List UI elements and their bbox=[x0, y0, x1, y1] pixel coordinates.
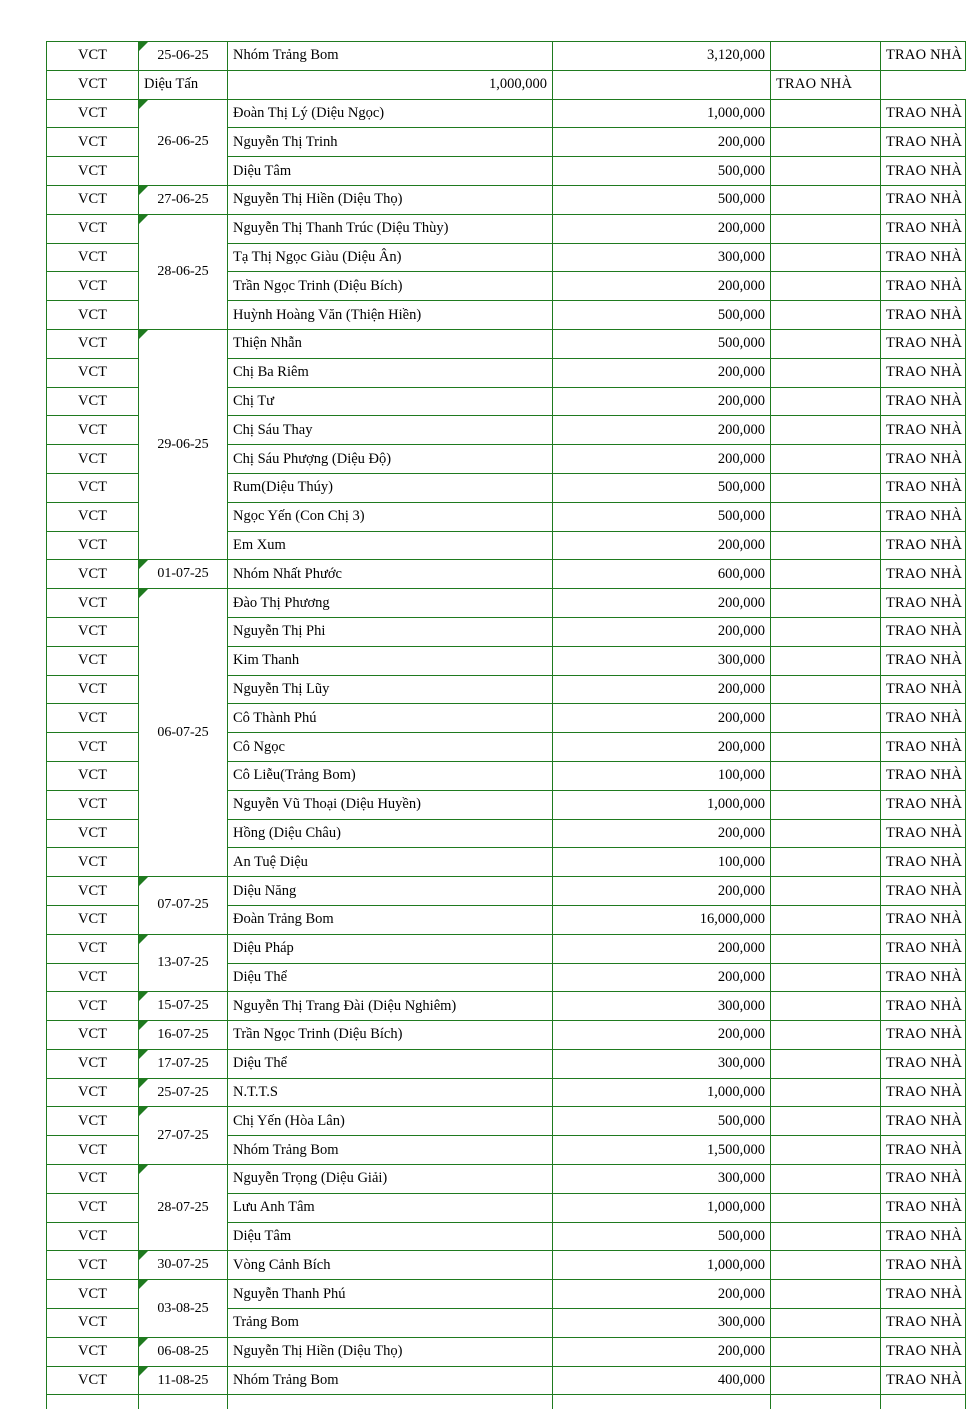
cell-donor-name[interactable]: Diệu Tâm bbox=[228, 157, 553, 186]
cell-code[interactable]: VCT bbox=[47, 963, 139, 992]
cell-date[interactable]: 25-07-25 bbox=[139, 1078, 228, 1107]
cell-status[interactable]: TRAO NHÀ bbox=[881, 560, 966, 589]
cell-code[interactable]: VCT bbox=[47, 761, 139, 790]
cell-donor-name[interactable]: Nguyễn Thị Trinh bbox=[228, 128, 553, 157]
cell-code[interactable]: VCT bbox=[47, 1107, 139, 1136]
cell-amount[interactable]: 500,000 bbox=[553, 1222, 771, 1251]
cell-extra[interactable] bbox=[771, 1136, 881, 1165]
cell-amount[interactable]: 200,000 bbox=[553, 272, 771, 301]
cell-donor-name[interactable]: Nhóm Trảng Bom bbox=[228, 1366, 553, 1395]
cell-amount[interactable]: 1,000,000 bbox=[553, 1251, 771, 1280]
cell-donor-name[interactable]: N.T.T.S bbox=[228, 1078, 553, 1107]
cell-status[interactable]: TRAO NHÀ bbox=[881, 790, 966, 819]
cell-amount[interactable]: 3,120,000 bbox=[553, 42, 771, 71]
cell-status[interactable]: TRAO NHÀ bbox=[881, 1280, 966, 1309]
cell-code[interactable]: VCT bbox=[47, 848, 139, 877]
cell-donor-name[interactable]: Diệu Thể bbox=[228, 963, 553, 992]
cell-status[interactable]: TRAO NHÀ bbox=[881, 617, 966, 646]
cell-code[interactable]: VCT bbox=[47, 70, 139, 99]
cell-amount[interactable]: 200,000 bbox=[553, 387, 771, 416]
cell-amount[interactable]: 500,000 bbox=[553, 502, 771, 531]
cell-date[interactable]: 13-07-25 bbox=[139, 934, 228, 992]
cell-date[interactable]: 29-06-25 bbox=[139, 329, 228, 559]
cell-extra[interactable] bbox=[771, 1366, 881, 1395]
cell-extra[interactable] bbox=[771, 42, 881, 71]
cell-code[interactable]: VCT bbox=[47, 272, 139, 301]
cell-amount[interactable]: 300,000 bbox=[553, 992, 771, 1021]
cell-status[interactable]: TRAO NHÀ bbox=[881, 819, 966, 848]
cell-code[interactable]: VCT bbox=[47, 157, 139, 186]
cell-status[interactable]: TRAO NHÀ bbox=[881, 1309, 966, 1338]
cell-extra[interactable] bbox=[771, 1251, 881, 1280]
cell-status[interactable]: TRAO NHÀ bbox=[881, 963, 966, 992]
cell-amount[interactable]: 100,000 bbox=[553, 761, 771, 790]
cell-amount[interactable]: 200,000 bbox=[553, 531, 771, 560]
cell-status[interactable]: TRAO NHÀ bbox=[881, 243, 966, 272]
cell-amount[interactable]: 300,000 bbox=[553, 1049, 771, 1078]
cell-date[interactable]: 06-08-25 bbox=[139, 1337, 228, 1366]
cell-donor-name[interactable]: Rum(Diệu Thúy) bbox=[228, 473, 553, 502]
cell-code[interactable]: VCT bbox=[47, 617, 139, 646]
cell-extra[interactable] bbox=[771, 1280, 881, 1309]
cell-donor-name[interactable]: Đoàn Trảng Bom bbox=[228, 905, 553, 934]
cell-date[interactable]: 25-06-25 bbox=[139, 42, 228, 71]
cell-status[interactable]: TRAO NHÀ bbox=[881, 646, 966, 675]
cell-donor-name[interactable]: Nguyễn Thị Phi bbox=[228, 617, 553, 646]
cell-extra[interactable] bbox=[771, 387, 881, 416]
cell-status[interactable]: TRAO NHÀ bbox=[881, 416, 966, 445]
cell-code[interactable]: VCT bbox=[47, 1280, 139, 1309]
cell-code[interactable]: VCT bbox=[47, 1222, 139, 1251]
cell-empty[interactable] bbox=[47, 1395, 139, 1409]
cell-extra[interactable] bbox=[771, 301, 881, 330]
cell-donor-name[interactable]: Chị Ba Riêm bbox=[228, 358, 553, 387]
cell-status[interactable]: TRAO NHÀ bbox=[881, 1337, 966, 1366]
cell-extra[interactable] bbox=[553, 70, 771, 99]
cell-donor-name[interactable]: Cô Ngọc bbox=[228, 733, 553, 762]
cell-extra[interactable] bbox=[771, 1078, 881, 1107]
cell-code[interactable]: VCT bbox=[47, 790, 139, 819]
cell-amount[interactable]: 300,000 bbox=[553, 243, 771, 272]
cell-amount[interactable]: 500,000 bbox=[553, 329, 771, 358]
cell-code[interactable]: VCT bbox=[47, 1337, 139, 1366]
cell-date[interactable]: 30-07-25 bbox=[139, 1251, 228, 1280]
cell-extra[interactable] bbox=[771, 416, 881, 445]
cell-empty[interactable] bbox=[228, 1395, 553, 1409]
cell-donor-name[interactable]: Nguyễn Thị Hiền (Diệu Thọ) bbox=[228, 185, 553, 214]
table-row bbox=[47, 560, 966, 589]
cell-amount[interactable]: 200,000 bbox=[553, 704, 771, 733]
cell-extra[interactable] bbox=[771, 877, 881, 906]
cell-code[interactable]: VCT bbox=[47, 877, 139, 906]
table-body bbox=[47, 42, 966, 1409]
cell-code[interactable]: VCT bbox=[47, 675, 139, 704]
table-row bbox=[47, 589, 966, 618]
cell-extra[interactable] bbox=[771, 963, 881, 992]
cell-amount[interactable]: 1,000,000 bbox=[553, 790, 771, 819]
table-row bbox=[47, 1078, 966, 1107]
cell-date[interactable]: 15-07-25 bbox=[139, 992, 228, 1021]
cell-code[interactable]: VCT bbox=[47, 992, 139, 1021]
cell-amount[interactable]: 200,000 bbox=[553, 589, 771, 618]
cell-donor-name[interactable]: Diệu Thể bbox=[228, 1049, 553, 1078]
cell-amount[interactable]: 500,000 bbox=[553, 301, 771, 330]
cell-code[interactable]: VCT bbox=[47, 214, 139, 243]
cell-code[interactable]: VCT bbox=[47, 445, 139, 474]
table-row bbox=[47, 214, 966, 243]
cell-donor-name[interactable]: Cô Thành Phú bbox=[228, 704, 553, 733]
cell-amount[interactable]: 300,000 bbox=[553, 1165, 771, 1194]
cell-donor-name[interactable]: Nguyễn Thị Hiền (Diệu Thọ) bbox=[228, 1337, 553, 1366]
cell-status[interactable]: TRAO NHÀ bbox=[881, 992, 966, 1021]
cell-donor-name[interactable]: Nguyễn Thị Lũy bbox=[228, 675, 553, 704]
cell-code[interactable]: VCT bbox=[47, 560, 139, 589]
cell-date[interactable]: 27-07-25 bbox=[139, 1107, 228, 1165]
cell-amount[interactable]: 16,000,000 bbox=[553, 905, 771, 934]
cell-amount[interactable]: 600,000 bbox=[553, 560, 771, 589]
cell-status[interactable]: TRAO NHÀ bbox=[881, 358, 966, 387]
cell-status[interactable]: TRAO NHÀ bbox=[881, 531, 966, 560]
cell-status[interactable]: TRAO NHÀ bbox=[881, 329, 966, 358]
cell-amount[interactable]: 200,000 bbox=[553, 617, 771, 646]
cell-code[interactable]: VCT bbox=[47, 416, 139, 445]
cell-code[interactable]: VCT bbox=[47, 358, 139, 387]
table-row bbox=[47, 1337, 966, 1366]
cell-amount[interactable]: 1,500,000 bbox=[553, 1136, 771, 1165]
cell-status[interactable]: TRAO NHÀ bbox=[881, 42, 966, 71]
cell-status[interactable]: TRAO NHÀ bbox=[881, 704, 966, 733]
table-row bbox=[47, 877, 966, 906]
cell-status[interactable]: TRAO NHÀ bbox=[771, 70, 881, 99]
cell-amount[interactable]: 200,000 bbox=[553, 416, 771, 445]
cell-extra[interactable] bbox=[771, 761, 881, 790]
cell-extra[interactable] bbox=[771, 272, 881, 301]
cell-donor-name[interactable]: Trảng Bom bbox=[228, 1309, 553, 1338]
cell-date[interactable]: 01-07-25 bbox=[139, 560, 228, 589]
cell-amount[interactable]: 1,000,000 bbox=[553, 99, 771, 128]
cell-empty[interactable] bbox=[139, 1395, 228, 1409]
cell-donor-name[interactable]: Nguyễn Vũ Thoại (Diệu Huyền) bbox=[228, 790, 553, 819]
table-row bbox=[47, 1251, 966, 1280]
cell-amount[interactable]: 500,000 bbox=[553, 473, 771, 502]
cell-status[interactable]: TRAO NHÀ bbox=[881, 502, 966, 531]
cell-date[interactable]: 11-08-25 bbox=[139, 1366, 228, 1395]
cell-extra[interactable] bbox=[771, 1049, 881, 1078]
cell-status[interactable]: TRAO NHÀ bbox=[881, 1165, 966, 1194]
cell-amount[interactable]: 100,000 bbox=[553, 848, 771, 877]
table-row-partial bbox=[47, 1395, 966, 1409]
cell-code[interactable]: VCT bbox=[47, 1366, 139, 1395]
cell-code[interactable]: VCT bbox=[47, 128, 139, 157]
cell-extra[interactable] bbox=[771, 445, 881, 474]
cell-extra[interactable] bbox=[771, 992, 881, 1021]
cell-donor-name[interactable]: Nguyễn Trọng (Diệu Giải) bbox=[228, 1165, 553, 1194]
cell-status[interactable]: TRAO NHÀ bbox=[881, 1251, 966, 1280]
cell-status[interactable]: TRAO NHÀ bbox=[881, 387, 966, 416]
cell-code[interactable]: VCT bbox=[47, 589, 139, 618]
table-row bbox=[47, 99, 966, 128]
cell-extra[interactable] bbox=[771, 617, 881, 646]
cell-extra[interactable] bbox=[771, 214, 881, 243]
cell-extra[interactable] bbox=[771, 848, 881, 877]
cell-extra[interactable] bbox=[771, 243, 881, 272]
cell-date[interactable]: 28-06-25 bbox=[139, 214, 228, 329]
cell-extra[interactable] bbox=[771, 905, 881, 934]
cell-code[interactable]: VCT bbox=[47, 473, 139, 502]
cell-status[interactable]: TRAO NHÀ bbox=[881, 272, 966, 301]
cell-code[interactable]: VCT bbox=[47, 502, 139, 531]
cell-code[interactable]: VCT bbox=[47, 99, 139, 128]
cell-extra[interactable] bbox=[771, 157, 881, 186]
cell-donor-name[interactable]: Huỳnh Hoàng Văn (Thiện Hiền) bbox=[228, 301, 553, 330]
table-row bbox=[47, 185, 966, 214]
cell-donor-name[interactable]: Vòng Cảnh Bích bbox=[228, 1251, 553, 1280]
cell-empty[interactable] bbox=[553, 1395, 771, 1409]
table-row bbox=[47, 1366, 966, 1395]
cell-code[interactable]: VCT bbox=[47, 704, 139, 733]
cell-date[interactable]: 16-07-25 bbox=[139, 1021, 228, 1050]
cell-extra[interactable] bbox=[771, 1309, 881, 1338]
cell-amount[interactable]: 200,000 bbox=[553, 675, 771, 704]
cell-extra[interactable] bbox=[771, 790, 881, 819]
cell-status[interactable]: TRAO NHÀ bbox=[881, 445, 966, 474]
cell-extra[interactable] bbox=[771, 99, 881, 128]
cell-amount[interactable]: 200,000 bbox=[553, 1337, 771, 1366]
cell-amount[interactable]: 200,000 bbox=[553, 1021, 771, 1050]
cell-date[interactable]: 06-07-25 bbox=[139, 589, 228, 877]
cell-status[interactable]: TRAO NHÀ bbox=[881, 733, 966, 762]
table-row bbox=[47, 329, 966, 358]
cell-status[interactable]: TRAO NHÀ bbox=[881, 214, 966, 243]
cell-extra[interactable] bbox=[771, 1165, 881, 1194]
cell-amount[interactable]: 200,000 bbox=[553, 214, 771, 243]
cell-extra[interactable] bbox=[771, 1337, 881, 1366]
cell-donor-name[interactable]: Diệu Tâm bbox=[228, 1222, 553, 1251]
cell-status[interactable]: TRAO NHÀ bbox=[881, 473, 966, 502]
cell-code[interactable]: VCT bbox=[47, 934, 139, 963]
cell-status[interactable]: TRAO NHÀ bbox=[881, 848, 966, 877]
cell-extra[interactable] bbox=[771, 531, 881, 560]
cell-donor-name[interactable]: Nhóm Trảng Bom bbox=[228, 1136, 553, 1165]
cell-amount[interactable]: 300,000 bbox=[553, 646, 771, 675]
cell-date[interactable]: 27-06-25 bbox=[139, 185, 228, 214]
cell-status[interactable]: TRAO NHÀ bbox=[881, 1136, 966, 1165]
cell-extra[interactable] bbox=[771, 502, 881, 531]
table-row bbox=[47, 1021, 966, 1050]
cell-date[interactable]: 03-08-25 bbox=[139, 1280, 228, 1338]
cell-code[interactable]: VCT bbox=[47, 1193, 139, 1222]
cell-amount[interactable]: 1,000,000 bbox=[228, 70, 553, 99]
cell-donor-name[interactable]: Hồng (Diệu Châu) bbox=[228, 819, 553, 848]
table-row bbox=[47, 70, 966, 99]
cell-amount[interactable]: 200,000 bbox=[553, 819, 771, 848]
cell-donor-name[interactable]: Diệu Tấn bbox=[139, 70, 228, 99]
cell-extra[interactable] bbox=[771, 589, 881, 618]
cell-extra[interactable] bbox=[771, 1107, 881, 1136]
cell-extra[interactable] bbox=[771, 473, 881, 502]
cell-amount[interactable]: 500,000 bbox=[553, 185, 771, 214]
table-row bbox=[47, 1165, 966, 1194]
cell-date[interactable]: 26-06-25 bbox=[139, 99, 228, 185]
cell-empty[interactable] bbox=[771, 1395, 881, 1409]
cell-code[interactable]: VCT bbox=[47, 819, 139, 848]
cell-donor-name[interactable]: Đào Thị Phương bbox=[228, 589, 553, 618]
cell-status[interactable]: TRAO NHÀ bbox=[881, 1107, 966, 1136]
cell-status[interactable]: TRAO NHÀ bbox=[881, 301, 966, 330]
cell-donor-name[interactable]: Nguyễn Thanh Phú bbox=[228, 1280, 553, 1309]
cell-extra[interactable] bbox=[771, 675, 881, 704]
cell-amount[interactable]: 200,000 bbox=[553, 877, 771, 906]
cell-donor-name[interactable]: Nguyễn Thị Trang Đài (Diệu Nghiêm) bbox=[228, 992, 553, 1021]
table-row bbox=[47, 934, 966, 963]
cell-amount[interactable]: 300,000 bbox=[553, 1309, 771, 1338]
cell-extra[interactable] bbox=[771, 819, 881, 848]
cell-code[interactable]: VCT bbox=[47, 185, 139, 214]
cell-extra[interactable] bbox=[771, 560, 881, 589]
cell-status[interactable]: TRAO NHÀ bbox=[881, 1078, 966, 1107]
cell-status[interactable]: TRAO NHÀ bbox=[881, 1222, 966, 1251]
cell-donor-name[interactable]: Chị Sáu Thay bbox=[228, 416, 553, 445]
cell-amount[interactable]: 200,000 bbox=[553, 358, 771, 387]
table-row bbox=[47, 1107, 966, 1136]
cell-donor-name[interactable]: Tạ Thị Ngọc Giàu (Diệu Ân) bbox=[228, 243, 553, 272]
cell-code[interactable]: VCT bbox=[47, 1136, 139, 1165]
cell-status[interactable]: TRAO NHÀ bbox=[881, 1021, 966, 1050]
cell-status[interactable]: TRAO NHÀ bbox=[881, 1366, 966, 1395]
cell-donor-name[interactable]: Kim Thanh bbox=[228, 646, 553, 675]
cell-date[interactable]: 07-07-25 bbox=[139, 877, 228, 935]
cell-status[interactable]: TRAO NHÀ bbox=[881, 905, 966, 934]
cell-code[interactable]: VCT bbox=[47, 243, 139, 272]
cell-donor-name[interactable]: Nhóm Nhất Phước bbox=[228, 560, 553, 589]
cell-code[interactable]: VCT bbox=[47, 531, 139, 560]
cell-extra[interactable] bbox=[771, 1021, 881, 1050]
cell-empty[interactable] bbox=[881, 1395, 966, 1409]
cell-amount[interactable]: 400,000 bbox=[553, 1366, 771, 1395]
cell-status[interactable]: TRAO NHÀ bbox=[881, 128, 966, 157]
cell-code[interactable]: VCT bbox=[47, 1021, 139, 1050]
cell-status[interactable]: TRAO NHÀ bbox=[881, 185, 966, 214]
cell-donor-name[interactable]: Trần Ngọc Trinh (Diệu Bích) bbox=[228, 1021, 553, 1050]
cell-code[interactable]: VCT bbox=[47, 1078, 139, 1107]
cell-donor-name[interactable]: Đoàn Thị Lý (Diệu Ngọc) bbox=[228, 99, 553, 128]
cell-status[interactable]: TRAO NHÀ bbox=[881, 589, 966, 618]
table-row bbox=[47, 992, 966, 1021]
cell-status[interactable]: TRAO NHÀ bbox=[881, 99, 966, 128]
cell-status[interactable]: TRAO NHÀ bbox=[881, 1193, 966, 1222]
cell-donor-name[interactable]: An Tuệ Diệu bbox=[228, 848, 553, 877]
cell-amount[interactable]: 200,000 bbox=[553, 963, 771, 992]
cell-date[interactable]: 17-07-25 bbox=[139, 1049, 228, 1078]
table-row bbox=[47, 1280, 966, 1309]
cell-code[interactable]: VCT bbox=[47, 1251, 139, 1280]
cell-extra[interactable] bbox=[771, 1222, 881, 1251]
cell-donor-name[interactable]: Lưu Anh Tâm bbox=[228, 1193, 553, 1222]
cell-status[interactable]: TRAO NHÀ bbox=[881, 934, 966, 963]
cell-code[interactable]: VCT bbox=[47, 1165, 139, 1194]
cell-donor-name[interactable]: Chị Sáu Phượng (Diệu Độ) bbox=[228, 445, 553, 474]
cell-amount[interactable]: 1,000,000 bbox=[553, 1078, 771, 1107]
cell-donor-name[interactable]: Chị Yến (Hòa Lân) bbox=[228, 1107, 553, 1136]
table-row bbox=[47, 42, 966, 71]
cell-amount[interactable]: 200,000 bbox=[553, 128, 771, 157]
cell-donor-name[interactable]: Em Xum bbox=[228, 531, 553, 560]
cell-donor-name[interactable]: Ngọc Yến (Con Chị 3) bbox=[228, 502, 553, 531]
cell-extra[interactable] bbox=[771, 1193, 881, 1222]
cell-status[interactable]: TRAO NHÀ bbox=[881, 1049, 966, 1078]
cell-code[interactable]: VCT bbox=[47, 42, 139, 71]
cell-donor-name[interactable]: Nhóm Trảng Bom bbox=[228, 42, 553, 71]
cell-amount[interactable]: 500,000 bbox=[553, 1107, 771, 1136]
cell-donor-name[interactable]: Nguyễn Thị Thanh Trúc (Diệu Thùy) bbox=[228, 214, 553, 243]
cell-extra[interactable] bbox=[771, 733, 881, 762]
cell-amount[interactable]: 200,000 bbox=[553, 1280, 771, 1309]
cell-extra[interactable] bbox=[771, 185, 881, 214]
donation-table bbox=[46, 41, 966, 1409]
cell-amount[interactable]: 500,000 bbox=[553, 157, 771, 186]
cell-amount[interactable]: 200,000 bbox=[553, 934, 771, 963]
cell-status[interactable]: TRAO NHÀ bbox=[881, 761, 966, 790]
cell-code[interactable]: VCT bbox=[47, 1049, 139, 1078]
cell-extra[interactable] bbox=[771, 646, 881, 675]
cell-code[interactable]: VCT bbox=[47, 301, 139, 330]
cell-donor-name[interactable]: Cô Liễu(Trảng Bom) bbox=[228, 761, 553, 790]
cell-code[interactable]: VCT bbox=[47, 387, 139, 416]
cell-amount[interactable]: 200,000 bbox=[553, 733, 771, 762]
cell-donor-name[interactable]: Trần Ngọc Trinh (Diệu Bích) bbox=[228, 272, 553, 301]
cell-extra[interactable] bbox=[771, 934, 881, 963]
cell-donor-name[interactable]: Diệu Pháp bbox=[228, 934, 553, 963]
cell-code[interactable]: VCT bbox=[47, 1309, 139, 1338]
cell-donor-name[interactable]: Chị Tư bbox=[228, 387, 553, 416]
cell-code[interactable]: VCT bbox=[47, 646, 139, 675]
cell-status[interactable]: TRAO NHÀ bbox=[881, 877, 966, 906]
cell-amount[interactable]: 1,000,000 bbox=[553, 1193, 771, 1222]
cell-status[interactable]: TRAO NHÀ bbox=[881, 675, 966, 704]
table-row bbox=[47, 1049, 966, 1078]
cell-code[interactable]: VCT bbox=[47, 733, 139, 762]
cell-donor-name[interactable]: Diệu Năng bbox=[228, 877, 553, 906]
cell-donor-name[interactable]: Thiện Nhẫn bbox=[228, 329, 553, 358]
cell-code[interactable]: VCT bbox=[47, 905, 139, 934]
cell-status[interactable]: TRAO NHÀ bbox=[881, 157, 966, 186]
cell-extra[interactable] bbox=[771, 329, 881, 358]
cell-code[interactable]: VCT bbox=[47, 329, 139, 358]
cell-extra[interactable] bbox=[771, 358, 881, 387]
cell-extra[interactable] bbox=[771, 704, 881, 733]
cell-amount[interactable]: 200,000 bbox=[553, 445, 771, 474]
cell-extra[interactable] bbox=[771, 128, 881, 157]
cell-date[interactable]: 28-07-25 bbox=[139, 1165, 228, 1251]
